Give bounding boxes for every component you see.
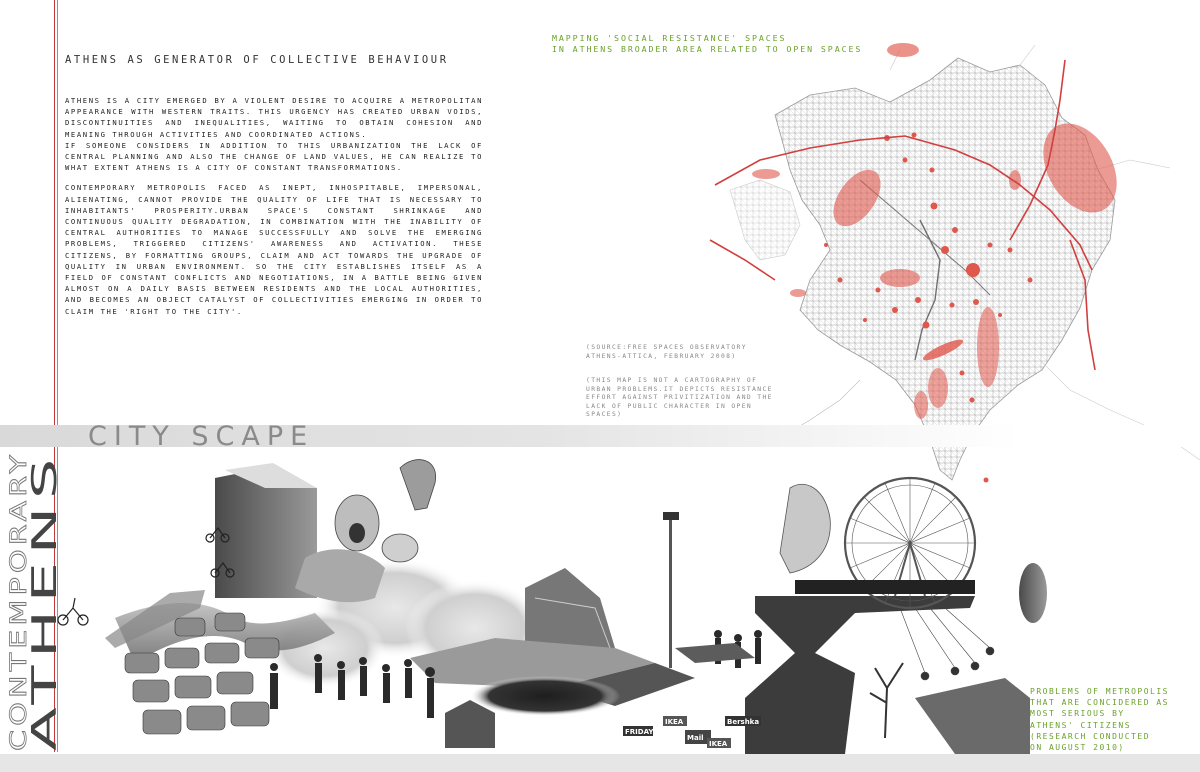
oil-spill — [470, 676, 620, 716]
vertical-title-line-1: CONTEMPORARY — [7, 532, 32, 751]
problems-note-line-3: MOST SERIOUS BY — [1030, 709, 1125, 719]
brand-signs — [623, 716, 761, 748]
sign-mail: Mail — [687, 734, 704, 742]
bare-tree — [870, 663, 903, 738]
vertical-title-line-2: ATHENS — [25, 591, 65, 751]
problems-note-line-6: ON AUGUST 2010) — [1030, 743, 1125, 753]
city-fabric — [730, 45, 1200, 480]
swing-ride — [900, 608, 994, 680]
page-heading: ATHENS AS GENERATOR OF COLLECTIVE BEHAVIOUR — [65, 54, 449, 66]
sign-ikea-2: IKEA — [709, 740, 728, 748]
map-source-note: (SOURCE:FREE SPACES OBSERVATORY ATHENS-ATTICA, FEBRUARY 2008) — [586, 344, 747, 360]
sign-ikea: IKEA — [665, 718, 684, 726]
grey-disc — [1019, 563, 1047, 623]
sign-friday: FRIDAY — [625, 728, 654, 736]
problems-note-line-2: THAT ARE CONCIDERED AS — [1030, 698, 1169, 708]
map-title-line-1: MAPPING 'SOCIAL RESISTANCE' SPACES — [552, 33, 787, 43]
problems-note-line-5: (RESEARCH CONDUCTED — [1030, 731, 1151, 741]
map-disclaimer: (THIS MAP IS NOT A CARTOGRAPHY OF URBAN PROBLEMS.IT DEPICTS RESISTANCE EFFORT AGAINST PRIVITIZATION AND THE LACK OF PUBLIC CHARACTER IN OPEN SPACES) — [586, 377, 773, 419]
intro-paragraph-3: CONTEMPORARY METROPOLIS FACED AS INEPT, INHOSPITABLE, IMPERSONAL, ALIENATING, CANNOT PROVIDE THE QUALITY OF LIFE THAT IS NECESSARY TO INHABITANTS' PROSPERITY.URBAN SPACE'S CONSTANT SHRINKAGE AND CONTINUOUS QUALITY DEGRADATION, IN COMBINATION WITH THE INABILITY OF CENTRAL AUTHORITIES TO MANAGE SUCCESSFULLY AND SOLVE THE EMERGING PROBLEMS, TRIGGERED CITIZENS' AWARENESS AND ACTIVATION. THESE CITIZENS, BY FORMATTING GROUPS, CLAIM AND ACT TOWARDS THE UPGRADE OF QUALITY IN URBAN ENVIRONMENT. SO THE CITY ESTABLISHES ITSELF AS A FIELD OF CONSTANT CONFLICTS AND NEGOTIATIONS, IN A BATTLE BEING GIVEN ALMOST ON A DAILY BASIS BETWEEN RESIDENTS AND THE LOCAL AUTHORITIES, AND BECOMES AN OBJECT CATALYST OF COLLECTIVITIES EMERGING IN ORDER TO CLAIM THE 'RIGHT TO THE CITY'. — [65, 183, 483, 316]
street-lamp — [663, 512, 679, 668]
problems-note-line-4: ATHENS' CITIZENS — [1030, 720, 1132, 730]
intro-text — [65, 95, 483, 326]
vertical-title — [4, 448, 65, 754]
crowd-on-platform — [795, 580, 975, 594]
intro-paragraph-2: IF SOMEONE CONSIDERS IN ADDITION TO THIS URBANIZATION THE LACK OF CENTRAL PLANNING AND ALSO THE CHANGE OF LAND VALUES, HE CAN REALIZE TO WHAT EXTENT ATHENS IS A CITY OF CONSTANT TRANSFORMATIONS. — [65, 140, 483, 173]
section-title: CITY SCAPE — [88, 421, 315, 452]
problems-note — [1030, 686, 1169, 753]
bottom-strip — [0, 754, 1200, 772]
intro-paragraph-1: ATHENS IS A CITY EMERGED BY A VIOLENT DESIRE TO ACQUIRE A METROPOLITAN APPEARANCE WITH WESTERN TRAITS. THIS URGENCY HAS CREATED URBAN VOIDS, DISCONTINUITIES AND INEQUALITIES, WAITING TO OBTAIN COHESION AND MEANING THROUGH ACTIVITIES AND COORDINATED ACTIONS. — [65, 96, 483, 139]
cityscape-collage — [55, 448, 1055, 754]
map-title-line-2: IN ATHENS BROADER AREA RELATED TO OPEN SPACES — [552, 44, 863, 54]
sloped-wall — [915, 678, 1030, 754]
problems-note-line-1: PROBLEMS OF METROPOLIS — [1030, 687, 1169, 696]
sign-bershka: Bershka — [727, 718, 760, 726]
foot-sculpture — [780, 484, 830, 573]
